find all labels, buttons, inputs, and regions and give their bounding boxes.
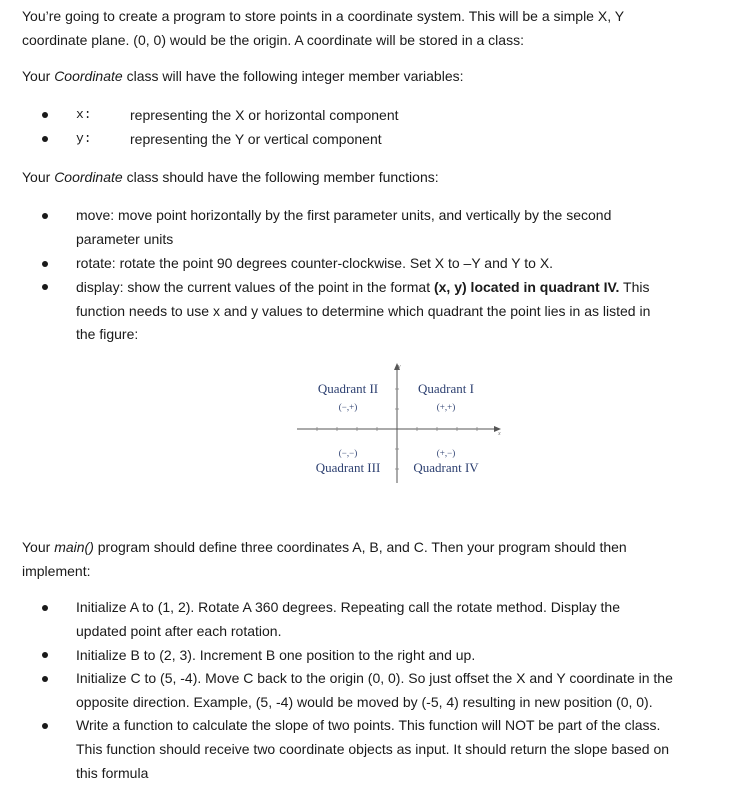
task-d-line-2: This function should receive two coordinate objects as input. It should return the slope based on — [76, 741, 670, 757]
quadrant-iv-label: Quadrant IV — [413, 460, 479, 475]
intro-line-2: coordinate plane. (0, 0) would be the origin. A coordinate will be stored in a class: — [22, 32, 524, 48]
main-heading-line-2: implement: — [22, 563, 91, 579]
bullet-icon — [42, 605, 48, 611]
heading-prefix: Your — [22, 539, 55, 555]
member-variable-y — [56, 127, 556, 151]
variable-name: y: — [76, 131, 92, 146]
quadrant-i-label: Quadrant I — [418, 381, 474, 396]
heading-suffix: class will have the following integer member variables: — [122, 68, 464, 84]
task-b: Initialize B to (2, 3). Increment B one position to the right and up. — [76, 647, 476, 663]
quadrant-ii-label: Quadrant II — [317, 381, 379, 396]
task-c-line-2: opposite direction. Example, (5, -4) would be moved by (-5, 4) resulting in new position (0, 0). — [76, 694, 653, 710]
task-a-line-1: Initialize A to (1, 2). Rotate A 360 degrees. Repeating call the rotate method. Display the — [76, 599, 620, 615]
heading-suffix: program should define three coordinates A, B, and C. Then your program should then — [93, 539, 627, 555]
quadrant-iii-sign: (−,−) — [338, 448, 358, 458]
quadrant-iv-sign: (+,−) — [436, 448, 456, 458]
quadrant-figure — [295, 360, 505, 485]
main-heading-line-1 — [22, 535, 627, 559]
bullet-icon — [42, 136, 48, 142]
bullet-icon — [42, 213, 48, 219]
bullet-icon — [42, 723, 48, 729]
heading-prefix: Your — [22, 169, 55, 185]
display-text-end: This — [619, 279, 650, 295]
quadrant-i-sign: (+,+) — [436, 402, 456, 412]
member-variable-x — [56, 103, 556, 127]
heading-suffix: class should have the following member functions: — [122, 169, 439, 185]
intro-line-1: You’re going to create a program to store points in a coordinate system. This will be a simple X, Y — [22, 8, 625, 24]
y-axis-label: y — [398, 364, 401, 370]
function-display-line-1 — [76, 276, 650, 300]
function-display-line-2: function needs to use x and y values to determine which quadrant the point lies in as listed in — [76, 303, 651, 319]
bullet-icon — [42, 676, 48, 682]
bullet-icon — [42, 284, 48, 290]
heading-prefix: Your — [22, 68, 55, 84]
function-move-line-1: move: move point horizontally by the first parameter units, and vertically by the second — [76, 207, 612, 223]
member-variables-heading — [22, 64, 464, 88]
class-name: Coordinate — [54, 68, 123, 84]
task-a-line-2: updated point after each rotation. — [76, 623, 282, 639]
member-functions-heading — [22, 165, 439, 189]
variable-name: x: — [76, 107, 92, 122]
main-function-name: main() — [54, 539, 94, 555]
task-d-line-1: Write a function to calculate the slope of two points. This function will NOT be part of the class. — [76, 717, 661, 733]
x-axis-label: x — [498, 431, 501, 437]
function-display-line-3: the figure: — [76, 326, 139, 342]
variable-description: representing the X or horizontal component — [130, 107, 399, 123]
variable-description: representing the Y or vertical component — [130, 131, 382, 147]
function-move-line-2: parameter units — [76, 231, 174, 247]
display-format: (x, y) located in quadrant IV. — [433, 279, 620, 295]
class-name: Coordinate — [54, 169, 123, 185]
quadrant-ii-sign: (−,+) — [338, 402, 358, 412]
task-c-line-1: Initialize C to (5, -4). Move C back to the origin (0, 0). So just offset the X and Y coordinate in the — [76, 670, 673, 686]
bullet-icon — [42, 652, 48, 658]
task-d-line-3: this formula — [76, 765, 149, 781]
quadrant-diagram — [295, 360, 505, 485]
function-rotate: rotate: rotate the point 90 degrees counter-clockwise. Set X to –Y and Y to X. — [76, 255, 554, 271]
bullet-icon — [42, 112, 48, 118]
quadrant-iii-label: Quadrant III — [315, 460, 381, 475]
bullet-icon — [42, 261, 48, 267]
display-text: display: show the current values of the point in the format — [76, 279, 434, 295]
